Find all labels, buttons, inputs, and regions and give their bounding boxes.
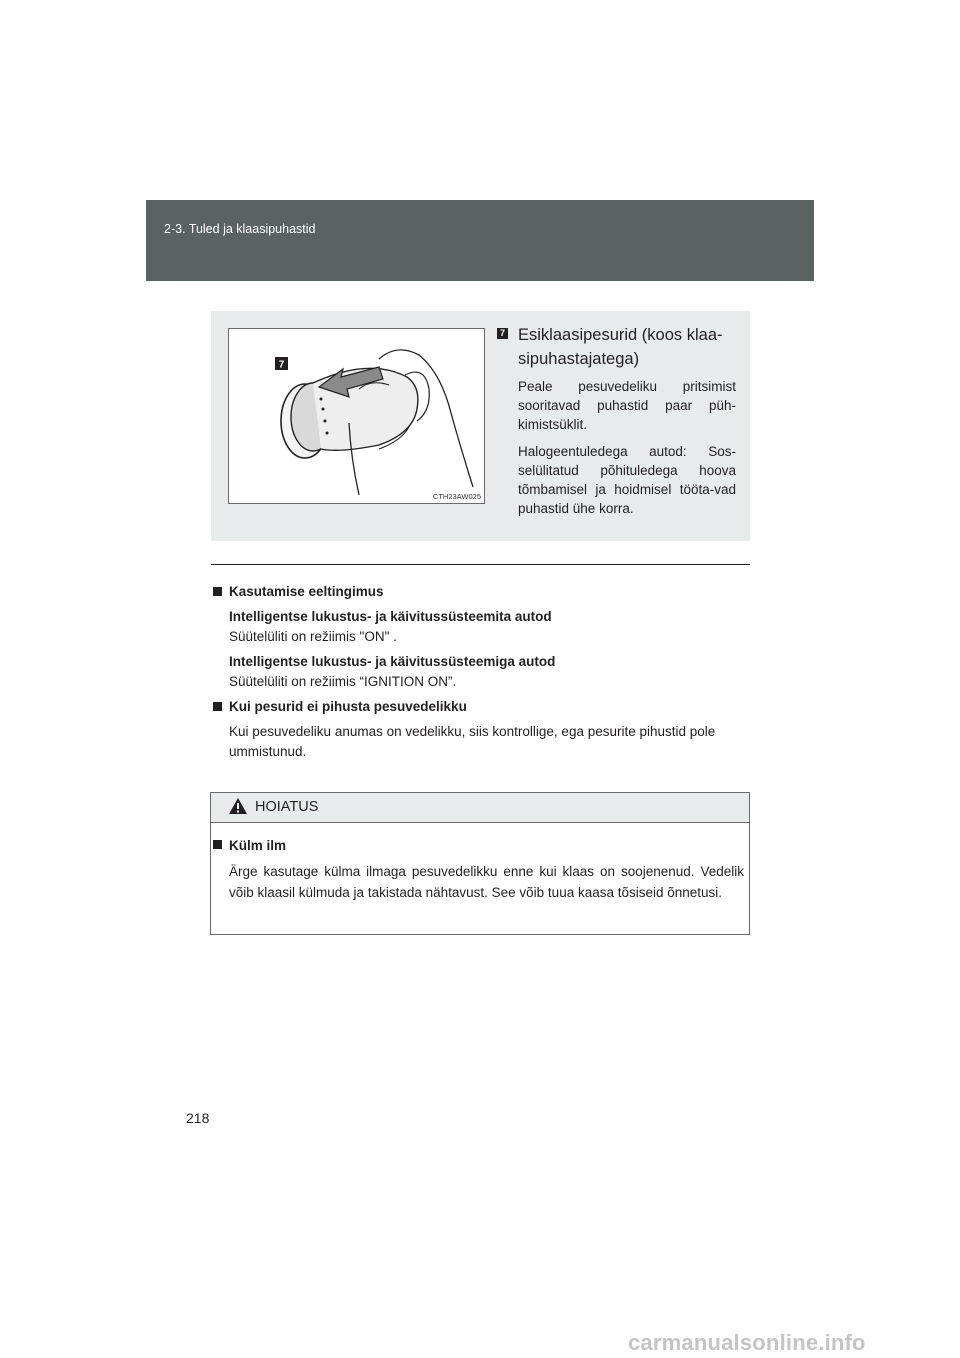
condition-label: Intelligentse lukustus- ja käivitussüsteemiga autod xyxy=(229,654,556,669)
divider xyxy=(211,564,750,565)
wiper-lever-illustration xyxy=(229,329,484,503)
figure-panel xyxy=(211,311,750,541)
warning-title: HOIATUS xyxy=(255,799,319,815)
caption-title xyxy=(518,323,736,371)
caption-paragraph-1: Peale pesuvedeliku pritsimist sooritavad puhastid paar püh-kimistsüklit. xyxy=(518,379,736,432)
condition-text: Süütelüliti on režiimis "ON" . xyxy=(229,629,397,644)
warning-body xyxy=(213,835,744,903)
header-band xyxy=(146,200,814,281)
note-body: Kui pesuvedeliku anumas on vedelikku, siis kontrollige, ega pesurite pihustid pole ummistunud. xyxy=(229,724,716,759)
warning-box xyxy=(210,792,750,935)
section-title: 2-3. Tuled ja klaasipuhastid xyxy=(164,222,316,236)
step-badge: 7 xyxy=(497,328,508,339)
note-heading: Kui pesurid ei pihusta pesuvedelikku xyxy=(213,697,747,717)
note-heading: Kasutamise eeltingimus xyxy=(213,582,747,602)
figure-code: CTH23AW025 xyxy=(432,492,481,501)
square-bullet-icon xyxy=(213,840,222,849)
condition-label: Intelligentse lukustus- ja käivitussüsteemita autod xyxy=(229,609,552,624)
square-bullet-icon xyxy=(213,702,222,711)
caption-title-line1: Esiklaasipesurid (koos klaa- xyxy=(518,326,723,344)
warning-triangle-icon xyxy=(228,797,248,815)
watermark: carmanualsonline.info xyxy=(628,1330,866,1355)
illustration-badge: 7 xyxy=(278,359,285,371)
caption-paragraph-2: Halogeentuledega autod: Sos-selülitatud põhituledega hoova tõmbamisel ja hoidmisel tööta-vad puhastid ühe korra. xyxy=(518,444,736,516)
warning-heading: Külm ilm xyxy=(213,835,744,856)
square-bullet-icon xyxy=(213,587,222,596)
figure-illustration xyxy=(228,328,485,504)
warning-text: Ärge kasutage külma ilmaga pesuvedelikku enne kui klaas on soojenenud. Vedelik võib klaasil külmuda ja takistada nähtavust. See võib tuua kaasa tõsiseid õnnetusi. xyxy=(229,864,744,900)
note-body xyxy=(213,607,747,692)
condition-text: Süütelüliti on režiimis “IGNITION ON”. xyxy=(229,674,457,689)
page-number: 218 xyxy=(186,1110,210,1126)
warning-header xyxy=(211,793,749,823)
notes-section xyxy=(213,582,747,762)
caption-title-line2: sipuhastajatega) xyxy=(518,350,640,368)
